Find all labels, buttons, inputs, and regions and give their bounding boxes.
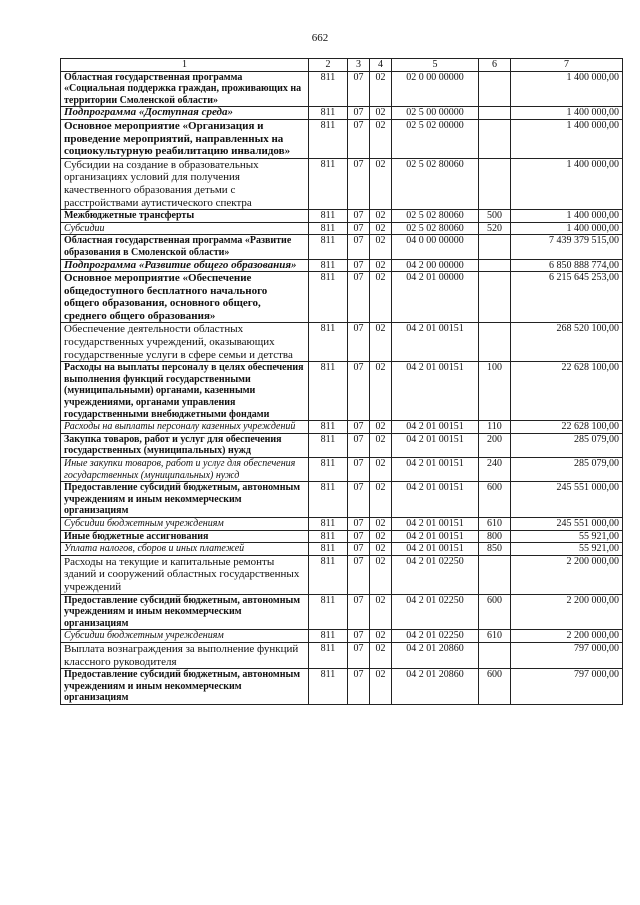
section-code-cell: 07 xyxy=(348,642,370,668)
target-article-cell: 04 2 01 00151 xyxy=(392,323,479,362)
amount-cell: 6 850 888 774,00 xyxy=(511,259,623,272)
subsection-code-cell: 02 xyxy=(370,323,392,362)
ministry-code-cell: 811 xyxy=(309,107,348,120)
expense-type-cell: 500 xyxy=(479,210,511,223)
expense-type-cell: 110 xyxy=(479,421,511,434)
table-row xyxy=(61,594,623,630)
section-code-cell: 07 xyxy=(348,158,370,209)
expense-type-cell: 850 xyxy=(479,543,511,556)
table-row xyxy=(61,362,623,421)
expense-type-cell: 600 xyxy=(479,482,511,518)
amount-cell: 285 079,00 xyxy=(511,458,623,482)
section-code-cell: 07 xyxy=(348,107,370,120)
subsection-code-cell: 02 xyxy=(370,259,392,272)
table-row xyxy=(61,222,623,235)
amount-cell: 55 921,00 xyxy=(511,530,623,543)
ministry-code-cell: 811 xyxy=(309,669,348,705)
amount-cell: 1 400 000,00 xyxy=(511,71,623,107)
row-name-cell: Основное мероприятие «Организация и проведение мероприятий, направленных на социокультурную реабилитацию инвалидов» xyxy=(61,119,309,158)
table-row xyxy=(61,555,623,594)
ministry-code-cell: 811 xyxy=(309,530,348,543)
column-header: 7 xyxy=(511,59,623,72)
section-code-cell: 07 xyxy=(348,594,370,630)
row-name-cell: Субсидии бюджетным учреждениям xyxy=(61,630,309,643)
amount-cell: 22 628 100,00 xyxy=(511,362,623,421)
target-article-cell: 04 0 00 00000 xyxy=(392,235,479,259)
target-article-cell: 04 2 01 02250 xyxy=(392,555,479,594)
row-name-cell: Областная государственная программа «Развитие образования в Смоленской области» xyxy=(61,235,309,259)
amount-cell: 22 628 100,00 xyxy=(511,421,623,434)
row-name-cell: Межбюджетные трансферты xyxy=(61,210,309,223)
section-code-cell: 07 xyxy=(348,517,370,530)
ministry-code-cell: 811 xyxy=(309,543,348,556)
row-name-cell: Субсидии xyxy=(61,222,309,235)
amount-cell: 797 000,00 xyxy=(511,642,623,668)
subsection-code-cell: 02 xyxy=(370,222,392,235)
expense-type-cell xyxy=(479,642,511,668)
amount-cell: 285 079,00 xyxy=(511,433,623,457)
row-name-cell: Закупка товаров, работ и услуг для обеспечения государственных (муниципальных) нужд xyxy=(61,433,309,457)
section-code-cell: 07 xyxy=(348,433,370,457)
subsection-code-cell: 02 xyxy=(370,517,392,530)
target-article-cell: 04 2 01 02250 xyxy=(392,594,479,630)
subsection-code-cell: 02 xyxy=(370,107,392,120)
row-name-cell: Выплата вознаграждения за выполнение функций классного руководителя xyxy=(61,642,309,668)
section-code-cell: 07 xyxy=(348,458,370,482)
page-number: 662 xyxy=(311,32,329,44)
expense-type-cell xyxy=(479,119,511,158)
column-header: 6 xyxy=(479,59,511,72)
amount-cell: 1 400 000,00 xyxy=(511,222,623,235)
row-name-cell: Иные закупки товаров, работ и услуг для обеспечения государственных (муниципальных) нужд xyxy=(61,458,309,482)
target-article-cell: 04 2 01 00151 xyxy=(392,421,479,434)
row-name-cell: Подпрограмма «Развитие общего образования» xyxy=(61,259,309,272)
target-article-cell: 04 2 01 00151 xyxy=(392,433,479,457)
amount-cell: 1 400 000,00 xyxy=(511,158,623,209)
table-row xyxy=(61,71,623,107)
ministry-code-cell: 811 xyxy=(309,433,348,457)
section-code-cell: 07 xyxy=(348,323,370,362)
expense-type-cell: 600 xyxy=(479,669,511,705)
column-header: 1 xyxy=(61,59,309,72)
expense-type-cell xyxy=(479,272,511,323)
table-row xyxy=(61,482,623,518)
table-row xyxy=(61,458,623,482)
amount-cell: 245 551 000,00 xyxy=(511,517,623,530)
ministry-code-cell: 811 xyxy=(309,222,348,235)
ministry-code-cell: 811 xyxy=(309,235,348,259)
budget-table xyxy=(60,58,623,705)
row-name-cell: Иные бюджетные ассигнования xyxy=(61,530,309,543)
subsection-code-cell: 02 xyxy=(370,555,392,594)
subsection-code-cell: 02 xyxy=(370,158,392,209)
expense-type-cell xyxy=(479,259,511,272)
row-name-cell: Предоставление субсидий бюджетным, автономным учреждениям и иным некоммерческим организациям xyxy=(61,669,309,705)
target-article-cell: 04 2 01 00151 xyxy=(392,517,479,530)
ministry-code-cell: 811 xyxy=(309,482,348,518)
subsection-code-cell: 02 xyxy=(370,71,392,107)
row-name-cell: Предоставление субсидий бюджетным, автономным учреждениям и иным некоммерческим организациям xyxy=(61,594,309,630)
amount-cell: 797 000,00 xyxy=(511,669,623,705)
expense-type-cell xyxy=(479,555,511,594)
amount-cell: 2 200 000,00 xyxy=(511,630,623,643)
expense-type-cell: 800 xyxy=(479,530,511,543)
expense-type-cell: 610 xyxy=(479,517,511,530)
expense-type-cell: 100 xyxy=(479,362,511,421)
section-code-cell: 07 xyxy=(348,543,370,556)
target-article-cell: 02 5 00 00000 xyxy=(392,107,479,120)
amount-cell: 245 551 000,00 xyxy=(511,482,623,518)
subsection-code-cell: 02 xyxy=(370,210,392,223)
ministry-code-cell: 811 xyxy=(309,642,348,668)
row-name-cell: Предоставление субсидий бюджетным, автономным учреждениям и иным некоммерческим организациям xyxy=(61,482,309,518)
target-article-cell: 02 5 02 80060 xyxy=(392,210,479,223)
table-row xyxy=(61,210,623,223)
subsection-code-cell: 02 xyxy=(370,458,392,482)
target-article-cell: 04 2 00 00000 xyxy=(392,259,479,272)
column-header: 5 xyxy=(392,59,479,72)
target-article-cell: 02 5 02 80060 xyxy=(392,222,479,235)
row-name-cell: Подпрограмма «Доступная среда» xyxy=(61,107,309,120)
section-code-cell: 07 xyxy=(348,362,370,421)
section-code-cell: 07 xyxy=(348,421,370,434)
ministry-code-cell: 811 xyxy=(309,421,348,434)
table-row xyxy=(61,119,623,158)
ministry-code-cell: 811 xyxy=(309,323,348,362)
target-article-cell: 04 2 01 20860 xyxy=(392,669,479,705)
target-article-cell: 04 2 01 20860 xyxy=(392,642,479,668)
amount-cell: 6 215 645 253,00 xyxy=(511,272,623,323)
expense-type-cell: 600 xyxy=(479,594,511,630)
subsection-code-cell: 02 xyxy=(370,543,392,556)
target-article-cell: 04 2 01 00151 xyxy=(392,362,479,421)
section-code-cell: 07 xyxy=(348,630,370,643)
table-row xyxy=(61,107,623,120)
target-article-cell: 04 2 01 00151 xyxy=(392,458,479,482)
expense-type-cell xyxy=(479,158,511,209)
subsection-code-cell: 02 xyxy=(370,530,392,543)
subsection-code-cell: 02 xyxy=(370,421,392,434)
column-header: 3 xyxy=(348,59,370,72)
amount-cell: 268 520 100,00 xyxy=(511,323,623,362)
section-code-cell: 07 xyxy=(348,210,370,223)
column-number-row xyxy=(61,59,623,72)
target-article-cell: 02 5 02 00000 xyxy=(392,119,479,158)
subsection-code-cell: 02 xyxy=(370,630,392,643)
table-row xyxy=(61,669,623,705)
section-code-cell: 07 xyxy=(348,259,370,272)
section-code-cell: 07 xyxy=(348,222,370,235)
section-code-cell: 07 xyxy=(348,272,370,323)
subsection-code-cell: 02 xyxy=(370,594,392,630)
row-name-cell: Субсидии бюджетным учреждениям xyxy=(61,517,309,530)
section-code-cell: 07 xyxy=(348,530,370,543)
table-row xyxy=(61,259,623,272)
subsection-code-cell: 02 xyxy=(370,272,392,323)
row-name-cell: Расходы на выплаты персоналу в целях обеспечения выполнения функций государственными (муниципальными) органами, казенными учреждениями, органами управления государственными внебюджетными фондами xyxy=(61,362,309,421)
expense-type-cell xyxy=(479,323,511,362)
row-name-cell: Расходы на выплаты персоналу казенных учреждений xyxy=(61,421,309,434)
expense-type-cell: 200 xyxy=(479,433,511,457)
column-header: 4 xyxy=(370,59,392,72)
ministry-code-cell: 811 xyxy=(309,272,348,323)
subsection-code-cell: 02 xyxy=(370,669,392,705)
target-article-cell: 04 2 01 00151 xyxy=(392,530,479,543)
expense-type-cell: 520 xyxy=(479,222,511,235)
ministry-code-cell: 811 xyxy=(309,71,348,107)
amount-cell: 2 200 000,00 xyxy=(511,594,623,630)
row-name-cell: Расходы на текущие и капитальные ремонты зданий и сооружений областных государственных учреждений xyxy=(61,555,309,594)
amount-cell: 1 400 000,00 xyxy=(511,107,623,120)
amount-cell: 55 921,00 xyxy=(511,543,623,556)
section-code-cell: 07 xyxy=(348,71,370,107)
amount-cell: 2 200 000,00 xyxy=(511,555,623,594)
subsection-code-cell: 02 xyxy=(370,119,392,158)
subsection-code-cell: 02 xyxy=(370,235,392,259)
target-article-cell: 02 5 02 80060 xyxy=(392,158,479,209)
target-article-cell: 04 2 01 00151 xyxy=(392,543,479,556)
table-row xyxy=(61,543,623,556)
amount-cell: 1 400 000,00 xyxy=(511,210,623,223)
section-code-cell: 07 xyxy=(348,669,370,705)
row-name-cell: Обеспечение деятельности областных государственных учреждений, оказывающих государственные услуги в сфере семьи и детства xyxy=(61,323,309,362)
target-article-cell: 04 2 01 00000 xyxy=(392,272,479,323)
table-row xyxy=(61,517,623,530)
expense-type-cell: 610 xyxy=(479,630,511,643)
ministry-code-cell: 811 xyxy=(309,119,348,158)
row-name-cell: Основное мероприятие «Обеспечение общедоступного бесплатного начального общего образования, основного общего, среднего общего образования» xyxy=(61,272,309,323)
ministry-code-cell: 811 xyxy=(309,362,348,421)
subsection-code-cell: 02 xyxy=(370,433,392,457)
table-row xyxy=(61,158,623,209)
column-header: 2 xyxy=(309,59,348,72)
ministry-code-cell: 811 xyxy=(309,555,348,594)
table-row xyxy=(61,235,623,259)
ministry-code-cell: 811 xyxy=(309,458,348,482)
expense-type-cell xyxy=(479,71,511,107)
table-row xyxy=(61,323,623,362)
table-row xyxy=(61,630,623,643)
ministry-code-cell: 811 xyxy=(309,517,348,530)
section-code-cell: 07 xyxy=(348,482,370,518)
expense-type-cell: 240 xyxy=(479,458,511,482)
row-name-cell: Субсидии на создание в образовательных организациях условий для получения качественного образования детьми с расстройствами аутистического спектра xyxy=(61,158,309,209)
expense-type-cell xyxy=(479,107,511,120)
section-code-cell: 07 xyxy=(348,119,370,158)
ministry-code-cell: 811 xyxy=(309,594,348,630)
amount-cell: 1 400 000,00 xyxy=(511,119,623,158)
target-article-cell: 04 2 01 00151 xyxy=(392,482,479,518)
section-code-cell: 07 xyxy=(348,555,370,594)
section-code-cell: 07 xyxy=(348,235,370,259)
ministry-code-cell: 811 xyxy=(309,259,348,272)
table-row xyxy=(61,530,623,543)
subsection-code-cell: 02 xyxy=(370,362,392,421)
row-name-cell: Областная государственная программа «Социальная поддержка граждан, проживающих на территории Смоленской области» xyxy=(61,71,309,107)
subsection-code-cell: 02 xyxy=(370,482,392,518)
ministry-code-cell: 811 xyxy=(309,158,348,209)
amount-cell: 7 439 379 515,00 xyxy=(511,235,623,259)
ministry-code-cell: 811 xyxy=(309,630,348,643)
target-article-cell: 04 2 01 02250 xyxy=(392,630,479,643)
table-row xyxy=(61,421,623,434)
table-row xyxy=(61,272,623,323)
ministry-code-cell: 811 xyxy=(309,210,348,223)
target-article-cell: 02 0 00 00000 xyxy=(392,71,479,107)
table-row xyxy=(61,642,623,668)
subsection-code-cell: 02 xyxy=(370,642,392,668)
expense-type-cell xyxy=(479,235,511,259)
table-row xyxy=(61,433,623,457)
table-body xyxy=(61,71,623,704)
row-name-cell: Уплата налогов, сборов и иных платежей xyxy=(61,543,309,556)
